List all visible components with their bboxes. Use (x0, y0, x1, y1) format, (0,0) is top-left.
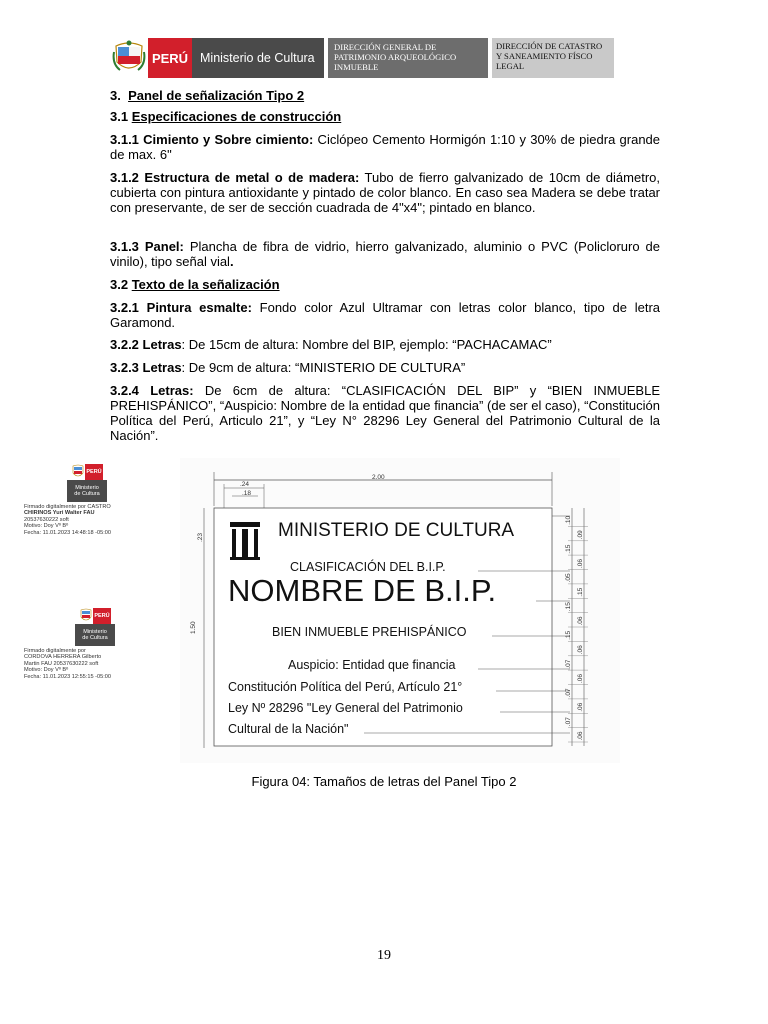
ministry-brand-label (67, 480, 107, 502)
right-dimension-label: .06 (577, 731, 584, 741)
subsection-title: Especificaciones de construcción (131, 109, 342, 124)
office2-line: LEGAL (496, 61, 525, 71)
coat-of-arms-icon (71, 464, 85, 480)
figure-caption: Figura 04: Tamaños de letras del Panel Tipo 2 (251, 774, 517, 789)
paragraph-label: 3.1.1 Cimiento y Sobre cimiento: (110, 132, 314, 147)
panel-line-bip-name: NOMBRE DE B.I.P. (228, 573, 497, 608)
right-dimension-label: .05 (565, 573, 572, 583)
signature-line: Motivo: Doy Vº Bº (24, 667, 69, 674)
office-catastro-label (492, 38, 614, 78)
panel-line-classification: CLASIFICACIÓN DEL B.I.P. (290, 560, 446, 574)
right-dimension-label: .15 (565, 602, 572, 612)
paragraph-text: Tubo de fierro galvanizado de 10cm de diámetro, cubierta con pintura antioxidante y pintado de color blanco. En caso sea Madera se debe tratar con preservante, de ser de sección cuadrada de 4"x4"; pintado en blanco. (110, 170, 660, 215)
paragraph-text: Plancha de fibra de vidrio, hierro galvanizado, aluminio o PVC (Policloruro de vinilo), tipo señal vial (110, 239, 660, 269)
ministry-brand-label (75, 624, 115, 646)
signature-line: Martin FAU 20537630222 soft (24, 660, 99, 667)
panel-line-ley: Ley Nº 28296 "Ley General del Patrimonio (228, 701, 463, 715)
paragraph-text: Fondo color Azul Ultramar con letras color blanco, tipo de letra Garamond. (110, 300, 661, 330)
logo-inner-label: .18 (242, 490, 252, 497)
panel-line-ministry: MINISTERIO DE CULTURA (278, 520, 515, 541)
signature-line: Firmado digitalmente por (24, 648, 86, 654)
paragraph-3-2-1 (110, 300, 660, 330)
paragraph-3-1-3 (110, 239, 660, 269)
ministry-line: de Cultura (74, 491, 100, 497)
panel-line-bien-inmueble: BIEN INMUEBLE PREHISPÁNICO (272, 625, 467, 639)
section-3-1-heading (110, 109, 660, 124)
right-dimension-label: .15 (565, 630, 572, 640)
right-dimension-label: .06 (577, 645, 584, 655)
office-dgpai-label (328, 38, 488, 78)
peru-brand-label: PERÚ (85, 464, 103, 480)
panel-line-cultural: Cultural de la Nación" (228, 722, 349, 736)
right-dimension-label: .10 (565, 515, 572, 525)
paragraph-label: 3.2.4 Letras: (110, 383, 194, 398)
right-dimension-label: .06 (577, 559, 584, 569)
panel-line-constitucion: Constitución Política del Perú, Artículo 21° (228, 680, 463, 694)
ministry-logo (64, 464, 110, 502)
office1-line: PATRIMONIO ARQUEOLÓGICO (334, 52, 457, 62)
section-number: 3. (110, 88, 121, 103)
right-dimension-label: .06 (577, 616, 584, 626)
office1-line: DIRECCIÓN GENERAL DE (334, 42, 437, 52)
paragraph-text: : De 9cm de altura: “MINISTERIO DE CULTURA” (181, 360, 466, 375)
ministry-brand-label: Ministerio de Cultura (192, 38, 324, 78)
right-dimension-label: .15 (565, 544, 572, 554)
right-dimension-label: .15 (577, 587, 584, 597)
right-dimension-label: .06 (577, 702, 584, 712)
signature-line: Fecha: 11.01.2023 12:55:15 -05:00 (24, 673, 111, 680)
right-dimension-label: .07 (565, 659, 572, 669)
paragraph-label: 3.2.1 Pintura esmalte: (110, 300, 252, 315)
office2-line: Y SANEAMIENTO FÍSCO (496, 51, 593, 61)
paragraph-3-2-2 (110, 337, 660, 352)
logo-height-label: .23 (197, 532, 204, 542)
logo-width-label: .24 (240, 481, 250, 488)
width-dimension-label: 2.00 (372, 474, 385, 481)
right-dimension-label: .07 (565, 688, 572, 698)
office2-line: DIRECCIÓN DE CATASTRO (496, 41, 603, 51)
right-dimension-labels (565, 515, 588, 742)
ministry-line: de Cultura (82, 635, 108, 641)
signature-line: Firmado digitalmente por CASTRO (24, 504, 111, 510)
right-dimension-label: .06 (577, 674, 584, 684)
signature-details (24, 648, 118, 680)
digital-signature-stamp (24, 464, 111, 536)
paragraph-text: De 6cm de altura: “CLASIFICACIÓN DEL BIP” y “BIEN INMUEBLE PREHISPÁNICO”, “Auspicio: Nombre de la entidad que financia” (de ser el caso), “Constitución Política del Perú, Articulo 21”, y “Ley N° 28296 Ley General del Patrimonio Cultural de la Nación”. (110, 383, 660, 443)
signature-line: Fecha: 11.01.2023 14:48:18 -05:00 (24, 529, 111, 536)
right-dimension-label: .09 (577, 530, 584, 540)
signature-line: CHIRINOS Yuri Walter FAU (24, 510, 95, 517)
paragraph-3-2-3 (110, 360, 660, 375)
paragraph-3-1-2 (110, 170, 660, 215)
paragraph-end: . (229, 254, 234, 269)
paragraph-text: : De 15cm de altura: Nombre del BIP, ejemplo: “PACHACAMAC” (181, 337, 552, 352)
paragraph-text: Ciclópeo Cemento Hormigón 1:10 y 30% de piedra grande de max. 6" (110, 132, 661, 162)
subsection-title: Texto de la señalización (131, 277, 280, 292)
signature-line: CORDOVA HERRERA Gilberto (24, 654, 102, 661)
section-title: Panel de señalización Tipo 2 (128, 88, 305, 103)
height-dimension-label: 1.50 (190, 621, 197, 634)
ministry-logo (72, 608, 118, 646)
coat-of-arms-icon (79, 608, 93, 624)
page-number: 19 (377, 948, 391, 963)
coat-of-arms-icon (110, 38, 148, 78)
right-dimension-label: .07 (565, 717, 572, 727)
digital-signature-stamp (24, 608, 118, 680)
paragraph-label: 3.1.3 Panel: (110, 239, 184, 254)
ministry-line: Ministerio (83, 629, 107, 635)
section-3-heading (110, 88, 660, 103)
ministry-line: Ministerio (75, 485, 99, 491)
panel-diagram (180, 458, 620, 763)
document-header (110, 38, 614, 78)
paragraph-label: 3.2.2 Letras (110, 337, 182, 352)
signature-line: Motivo: Doy Vº Bº (24, 523, 69, 530)
office1-line: INMUEBLE (334, 62, 379, 72)
peru-brand-label: PERÚ (93, 608, 111, 624)
signature-details (24, 504, 111, 536)
paragraph-label: 3.2.3 Letras (110, 360, 182, 375)
panel-line-auspicio: Auspicio: Entidad que financia (288, 658, 456, 672)
paragraph-label: 3.1.2 Estructura de metal o de madera: (110, 170, 360, 185)
signature-line: 20537630222 soft (24, 516, 69, 523)
section-3-2-heading (110, 277, 660, 292)
peru-brand-label: PERÚ (148, 38, 192, 78)
paragraph-3-2-4 (110, 383, 660, 443)
subsection-number: 3.1 (110, 109, 129, 124)
subsection-number: 3.2 (110, 277, 129, 292)
paragraph-3-1-1 (110, 132, 660, 162)
